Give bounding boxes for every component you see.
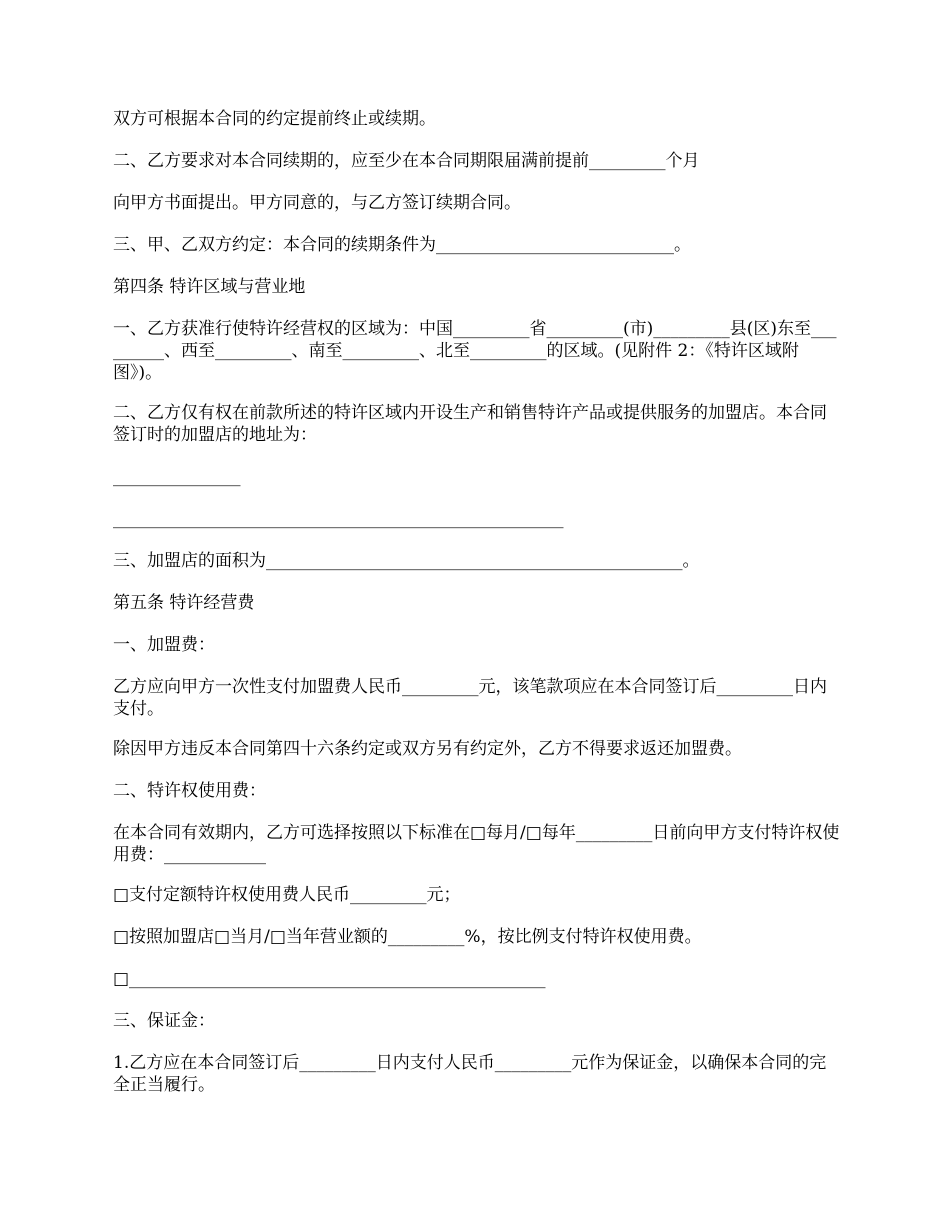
- paragraph-renewal-termination: 双方可根据本合同的约定提前终止或续期。: [113, 109, 436, 129]
- option-other-royalty: □_________________________________________________: [113, 969, 546, 989]
- section-royalty-heading: 二、特许权使用费：: [113, 781, 266, 801]
- paragraph-store-area: 三、加盟店的面积为_________________________________________________。: [113, 551, 700, 571]
- document-page: [113, 108, 843, 1096]
- section-initial-fee-heading: 一、加盟费：: [113, 635, 215, 655]
- paragraph-renewal-conditions: 三、甲、乙双方约定：本合同的续期条件为____________________________。: [113, 235, 691, 255]
- option-fixed-royalty: □支付定额特许权使用费人民币_________元；: [113, 885, 461, 905]
- article-4-heading: 第四条 特许区域与营业地: [113, 277, 306, 297]
- paragraph-initial-fee-nonrefundable: 除因甲方违反本合同第四十六条约定或双方另有约定外，乙方不得要求返还加盟费。: [113, 739, 742, 759]
- paragraph-initial-fee-payment: 乙方应向甲方一次性支付加盟费人民币_________元，该笔款项应在本合同签订后_________日内支付。: [113, 677, 827, 719]
- address-blank-line-2: _____________________________________________________: [113, 509, 564, 529]
- paragraph-franchise-region: 一、乙方获准行使特许经营权的区域为：中国_________省_________(市)_________县(区)东至_________、西至_________、南至_________、北至_________的区域。(见附件 2：《特许区域附图》)。: [113, 319, 837, 383]
- paragraph-renewal-written-notice: 向甲方书面提出。甲方同意的，与乙方签订续期合同。: [113, 193, 521, 213]
- paragraph-deposit-payment: 1.乙方应在本合同签订后_________日内支付人民币_________元作为保证金，以确保本合同的完全正当履行。: [113, 1053, 827, 1095]
- paragraph-royalty-schedule: 在本合同有效期内，乙方可选择按照以下标准在□每月/□每年_________日前向甲方支付特许权使用费：____________: [113, 823, 840, 865]
- article-5-heading: 第五条 特许经营费: [113, 593, 255, 613]
- paragraph-store-address: 二、乙方仅有权在前款所述的特许区域内开设生产和销售特许产品或提供服务的加盟店。本合同签订时的加盟店的地址为：: [113, 403, 827, 445]
- paragraph-renewal-request: 二、乙方要求对本合同续期的，应至少在本合同期限届满前提前_________个月: [113, 151, 700, 171]
- address-blank-line-1: _______________: [113, 467, 241, 487]
- section-deposit-heading: 三、保证金：: [113, 1011, 215, 1031]
- option-percentage-royalty: □按照加盟店□当月/□当年营业额的_________%，按比例支付特许权使用费。: [113, 927, 702, 947]
